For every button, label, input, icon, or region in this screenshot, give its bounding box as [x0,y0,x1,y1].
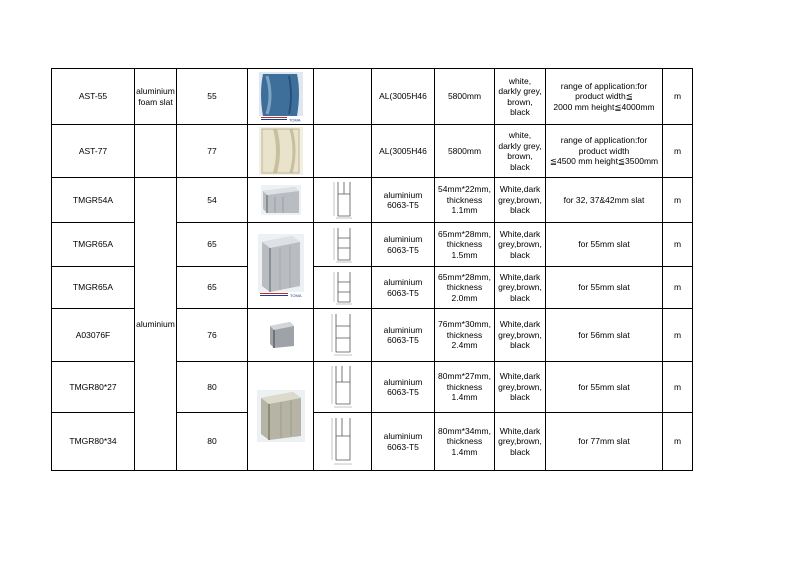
drawing-cell [314,309,372,362]
category-cell [135,125,177,178]
application-cell: range of application:for product width ≦4500 mm height≦3500mm [546,125,663,178]
table-row [52,178,693,223]
unit-cell: m [663,69,693,125]
size-cell: 54 [177,178,248,223]
colors-cell: White,dark grey,brown, black [495,413,546,471]
application-cell: for 55mm slat [546,223,663,267]
drawing-cell [314,223,372,267]
colors-cell: White,dark grey,brown, black [495,267,546,309]
model-cell: TMGR54A [52,178,135,223]
product-photo [248,125,314,178]
drawing-cell [314,125,372,178]
model-cell: TMGR65A [52,267,135,309]
material-cell: aluminium 6063-T5 [372,178,435,223]
profile-drawing-icon [330,416,356,468]
material-cell: aluminium 6063-T5 [372,309,435,362]
unit-cell: m [663,178,693,223]
length-cell: 65mm*28mm, thickness 1.5mm [435,223,495,267]
application-cell: for 55mm slat [546,267,663,309]
size-cell: 65 [177,223,248,267]
table-row [52,125,693,178]
unit-cell: m [663,125,693,178]
length-cell: 54mm*22mm, thickness 1.1mm [435,178,495,223]
rail-photo-icon [257,390,305,442]
model-cell: TMGR80*34 [52,413,135,471]
product-photo [248,178,314,223]
drawing-cell [314,267,372,309]
colors-cell: White,dark grey,brown, black [495,309,546,362]
slat-photo-icon [259,72,303,122]
profile-drawing-icon [332,226,354,264]
size-cell: 80 [177,413,248,471]
size-cell: 76 [177,309,248,362]
application-cell: for 77mm slat [546,413,663,471]
length-cell: 76mm*30mm, thickness 2.4mm [435,309,495,362]
material-cell: AL(3005H46 [372,69,435,125]
length-cell: 80mm*34mm, thickness 1.4mm [435,413,495,471]
size-cell: 77 [177,125,248,178]
length-cell: 5800mm [435,125,495,178]
drawing-cell [314,69,372,125]
product-photo [248,223,314,309]
size-cell: 80 [177,362,248,413]
length-cell: 5800mm [435,69,495,125]
category-cell: aluminium foam slat [135,69,177,125]
application-cell: for 56mm slat [546,309,663,362]
product-photo [248,362,314,471]
colors-cell: white, darkly grey, brown, black [495,69,546,125]
product-photo [248,69,314,125]
application-cell: for 32, 37&42mm slat [546,178,663,223]
colors-cell: White,dark grey,brown, black [495,223,546,267]
size-cell: 55 [177,69,248,125]
slat-photo-icon [259,127,303,175]
rail-photo-icon [266,320,296,350]
rail-photo-icon [258,234,304,298]
product-photo [248,309,314,362]
unit-cell: m [663,413,693,471]
application-cell: range of application:for product width≦ 2000 mm height≦4000mm [546,69,663,125]
category-cell: aluminium [135,178,177,471]
svg-text:TOMA: TOMA [288,117,300,122]
rail-photo-icon [261,185,301,215]
colors-cell: White,dark grey,brown, black [495,362,546,413]
model-cell: TMGR80*27 [52,362,135,413]
drawing-cell [314,413,372,471]
profile-drawing-icon [330,312,356,358]
colors-cell: white, darkly grey, brown, black [495,125,546,178]
unit-cell: m [663,223,693,267]
profile-drawing-icon [332,270,354,306]
model-cell: AST-55 [52,69,135,125]
material-cell: aluminium 6063-T5 [372,362,435,413]
model-cell: TMGR65A [52,223,135,267]
colors-cell: White,dark grey,brown, black [495,178,546,223]
material-cell: aluminium 6063-T5 [372,413,435,471]
material-cell: AL(3005H46 [372,125,435,178]
profile-drawing-icon [332,180,354,220]
length-cell: 80mm*27mm, thickness 1.4mm [435,362,495,413]
drawing-cell [314,178,372,223]
size-cell: 65 [177,267,248,309]
drawing-cell [314,362,372,413]
material-cell: aluminium 6063-T5 [372,223,435,267]
unit-cell: m [663,362,693,413]
product-spec-table [51,68,693,471]
profile-drawing-icon [330,364,356,410]
svg-text:TOMA: TOMA [289,292,301,298]
length-cell: 65mm*28mm, thickness 2.0mm [435,267,495,309]
unit-cell: m [663,267,693,309]
material-cell: aluminium 6063-T5 [372,267,435,309]
model-cell: A03076F [52,309,135,362]
table-row [52,69,693,125]
model-cell: AST-77 [52,125,135,178]
application-cell: for 55mm slat [546,362,663,413]
unit-cell: m [663,309,693,362]
